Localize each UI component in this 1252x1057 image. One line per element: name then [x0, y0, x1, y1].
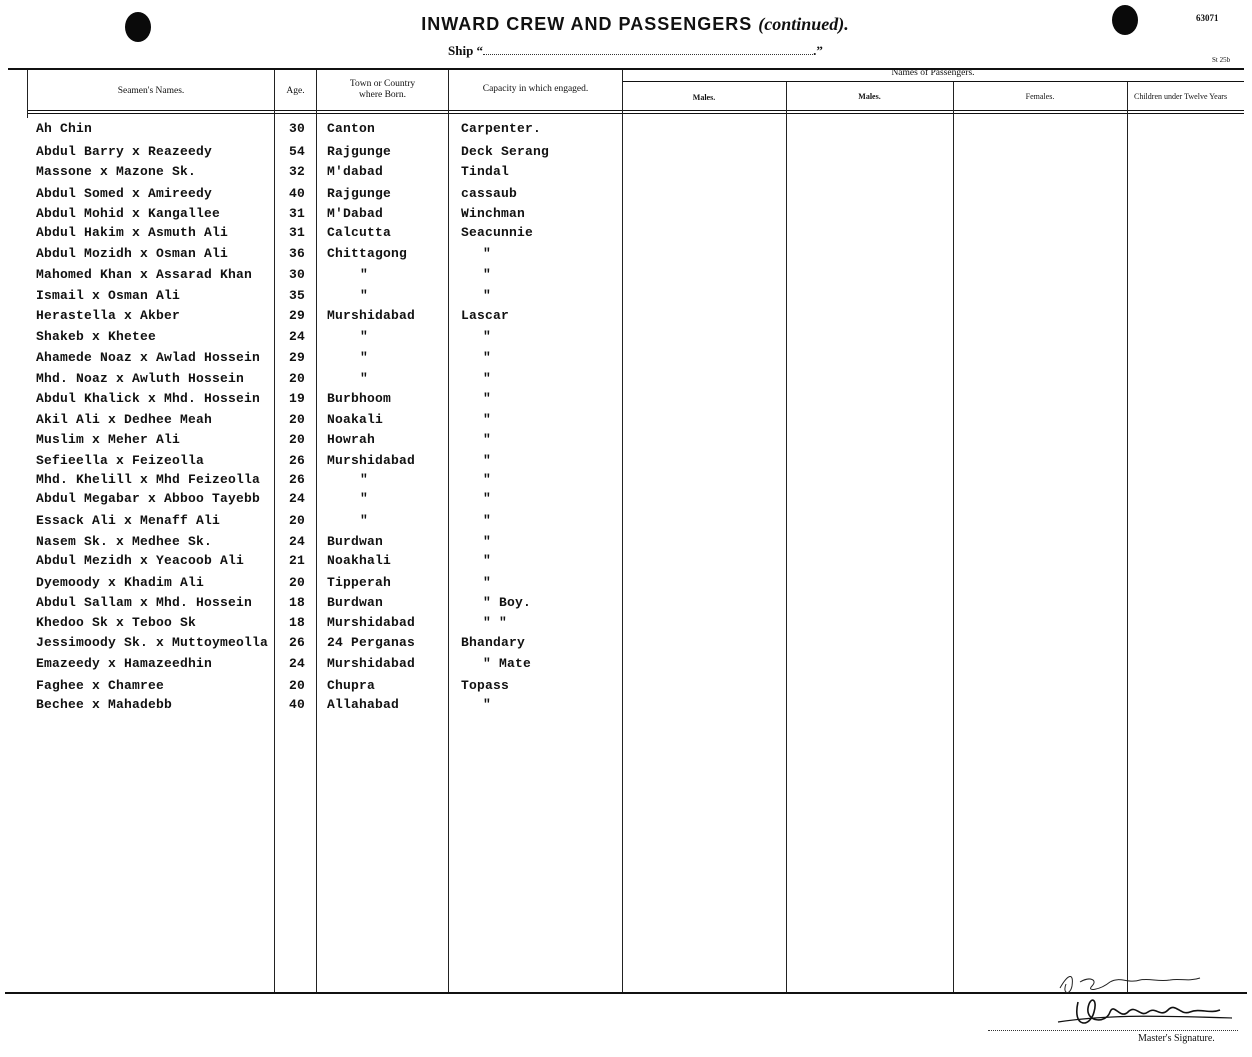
signature-line [988, 1030, 1238, 1031]
title-suffix: (continued). [758, 14, 849, 34]
crew-age: 54 [288, 144, 305, 159]
crew-birthplace: M'dabad [327, 164, 384, 179]
crew-capacity: " [483, 391, 492, 406]
crew-capacity: Lascar [461, 308, 510, 323]
crew-name: Abdul Khalick x Mhd. Hossein [36, 391, 261, 406]
crew-birthplace: Rajgunge [327, 186, 392, 201]
crew-name: Abdul Mezidh x Yeacoob Ali [36, 553, 245, 568]
crew-age: 20 [288, 412, 305, 427]
crew-birthplace: M'Dabad [327, 206, 384, 221]
header-born [317, 79, 448, 101]
ship-label: Ship “ [448, 43, 484, 58]
crew-capacity: cassaub [461, 186, 518, 201]
crew-name: Ismail x Osman Ali [36, 288, 181, 303]
crew-birthplace: Murshidabad [327, 656, 416, 671]
crew-birthplace: Burbhoom [327, 391, 392, 406]
crew-birthplace: Tipperah [327, 575, 392, 590]
crew-capacity: " [483, 371, 492, 386]
master-signature [1050, 968, 1240, 1032]
crew-age: 40 [288, 697, 305, 712]
crew-capacity: " [483, 472, 492, 487]
crew-age: 21 [288, 553, 305, 568]
crew-birthplace: Murshidabad [327, 453, 416, 468]
crew-capacity: " [483, 553, 492, 568]
col-rule-females [953, 82, 954, 992]
header-children: Children under Twelve Years [1134, 92, 1228, 101]
ship-field [448, 43, 823, 59]
crew-capacity: " [483, 288, 492, 303]
crew-name: Akil Ali x Dedhee Meah [36, 412, 213, 427]
crew-age: 24 [288, 534, 305, 549]
crew-birthplace: Canton [327, 121, 376, 136]
crew-age: 24 [288, 329, 305, 344]
crew-name: Bechee x Mahadebb [36, 697, 173, 712]
col-rule-children [1127, 82, 1128, 992]
crew-birthplace: Chupra [327, 678, 376, 693]
header-capacity: Capacity in which engaged. [482, 84, 589, 94]
crew-capacity: " [483, 697, 492, 712]
crew-age: 24 [288, 491, 305, 506]
crew-capacity: " [483, 246, 492, 261]
crew-age: 31 [288, 206, 305, 221]
crew-age: 29 [288, 350, 305, 365]
col-rule-males1 [622, 70, 623, 992]
crew-name: Shakeb x Khetee [36, 329, 157, 344]
col-rule-capacity [448, 70, 449, 992]
ship-close: .” [813, 43, 823, 58]
crew-age: 20 [288, 513, 305, 528]
crew-capacity: Bhandary [461, 635, 526, 650]
master-signature-label: Master's Signature. [1138, 1033, 1215, 1044]
crew-capacity: " [483, 575, 492, 590]
crew-name: Muslim x Meher Ali [36, 432, 181, 447]
crew-birthplace: Burdwan [327, 534, 384, 549]
crew-birthplace: 24 Perganas [327, 635, 416, 650]
crew-age: 20 [288, 678, 305, 693]
crew-name: Abdul Hakim x Asmuth Ali [36, 225, 229, 240]
crew-birthplace: " [360, 267, 369, 282]
crew-name: Ahamede Noaz x Awlad Hossein [36, 350, 261, 365]
crew-birthplace: Howrah [327, 432, 376, 447]
crew-name: Abdul Somed x Amireedy [36, 186, 213, 201]
crew-name: Emazeedy x Hamazeedhin [36, 656, 213, 671]
crew-birthplace: Murshidabad [327, 308, 416, 323]
col-rule-males2 [786, 82, 787, 992]
crew-age: 26 [288, 453, 305, 468]
crew-capacity: " [483, 329, 492, 344]
crew-birthplace: Noakali [327, 412, 384, 427]
crew-name: Mahomed Khan x Assarad Khan [36, 267, 253, 282]
crew-capacity: " [483, 513, 492, 528]
crew-birthplace: " [360, 350, 369, 365]
crew-capacity: " [483, 267, 492, 282]
crew-birthplace: Calcutta [327, 225, 392, 240]
crew-birthplace: " [360, 288, 369, 303]
header-bottom-rule [28, 110, 1244, 111]
crew-capacity: " " [483, 615, 508, 630]
crew-name: Ah Chin [36, 121, 93, 136]
crew-age: 26 [288, 472, 305, 487]
crew-name: Jessimoody Sk. x Muttoymeolla [36, 635, 269, 650]
crew-birthplace: Chittagong [327, 246, 408, 261]
crew-name: Sefieella x Feizeolla [36, 453, 205, 468]
crew-birthplace: Murshidabad [327, 615, 416, 630]
header-bottom-rule-2 [28, 113, 1244, 114]
header-age: Age. [286, 86, 305, 96]
crew-capacity: " [483, 412, 492, 427]
crew-name: Herastella x Akber [36, 308, 181, 323]
page-title [0, 14, 1252, 35]
crew-name: Dyemoody x Khadim Ali [36, 575, 205, 590]
crew-age: 20 [288, 432, 305, 447]
crew-capacity: " [483, 350, 492, 365]
crew-age: 20 [288, 575, 305, 590]
crew-age: 18 [288, 615, 305, 630]
crew-name: Massone x Mazone Sk. [36, 164, 197, 179]
crew-capacity: Deck Serang [461, 144, 550, 159]
crew-capacity: " [483, 432, 492, 447]
crew-age: 24 [288, 656, 305, 671]
header-born-line1: Town or Country [349, 79, 416, 89]
crew-age: 19 [288, 391, 305, 406]
header-females: Females. [1025, 92, 1055, 101]
crew-birthplace: Rajgunge [327, 144, 392, 159]
crew-name: Essack Ali x Menaff Ali [36, 513, 221, 528]
crew-age: 36 [288, 246, 305, 261]
crew-birthplace: " [360, 513, 369, 528]
crew-name: Abdul Mohid x Kangallee [36, 206, 221, 221]
crew-age: 18 [288, 595, 305, 610]
title-text: INWARD CREW AND PASSENGERS [421, 14, 753, 34]
crew-birthplace: Allahabad [327, 697, 400, 712]
crew-capacity: " Boy. [483, 595, 532, 610]
ship-blank [483, 43, 813, 55]
crew-capacity: Carpenter. [461, 121, 542, 136]
crew-name: Mhd. Khelill x Mhd Feizeolla [36, 472, 261, 487]
crew-capacity: Tindal [461, 164, 510, 179]
crew-age: 32 [288, 164, 305, 179]
crew-capacity: Seacunnie [461, 225, 534, 240]
crew-capacity: Winchman [461, 206, 526, 221]
crew-capacity: " [483, 491, 492, 506]
crew-name: Abdul Megabar x Abboo Tayebb [36, 491, 261, 506]
crew-birthplace: Noakhali [327, 553, 392, 568]
form-number: 63071 [1196, 13, 1219, 23]
crew-name: Khedoo Sk x Teboo Sk [36, 615, 197, 630]
crew-age: 40 [288, 186, 305, 201]
crew-name: Abdul Sallam x Mhd. Hossein [36, 595, 253, 610]
crew-birthplace: " [360, 329, 369, 344]
crew-age: 29 [288, 308, 305, 323]
crew-capacity: " [483, 534, 492, 549]
crew-name: Abdul Barry x Reazeedy [36, 144, 213, 159]
crew-name: Abdul Mozidh x Osman Ali [36, 246, 229, 261]
crew-age: 26 [288, 635, 305, 650]
header-born-line2: where Born. [359, 90, 406, 100]
header-passengers: Names of Passengers. [891, 68, 975, 78]
passengers-rule [622, 81, 1244, 82]
crew-birthplace: " [360, 491, 369, 506]
crew-age: 31 [288, 225, 305, 240]
crew-birthplace: " [360, 472, 369, 487]
crew-capacity: Topass [461, 678, 510, 693]
crew-birthplace: Burdwan [327, 595, 384, 610]
crew-capacity: " [483, 453, 492, 468]
crew-age: 30 [288, 121, 305, 136]
header-males-2: Males. [858, 92, 881, 101]
header-names: Seamen's Names. [117, 86, 185, 96]
crew-age: 35 [288, 288, 305, 303]
crew-birthplace: " [360, 371, 369, 386]
form-sub: St 25b [1212, 56, 1231, 64]
crew-capacity: " Mate [483, 656, 532, 671]
crew-age: 20 [288, 371, 305, 386]
header-males-1: Males. [692, 93, 716, 102]
crew-name: Nasem Sk. x Medhee Sk. [36, 534, 213, 549]
crew-name: Mhd. Noaz x Awluth Hossein [36, 371, 245, 386]
crew-name: Faghee x Chamree [36, 678, 165, 693]
crew-age: 30 [288, 267, 305, 282]
